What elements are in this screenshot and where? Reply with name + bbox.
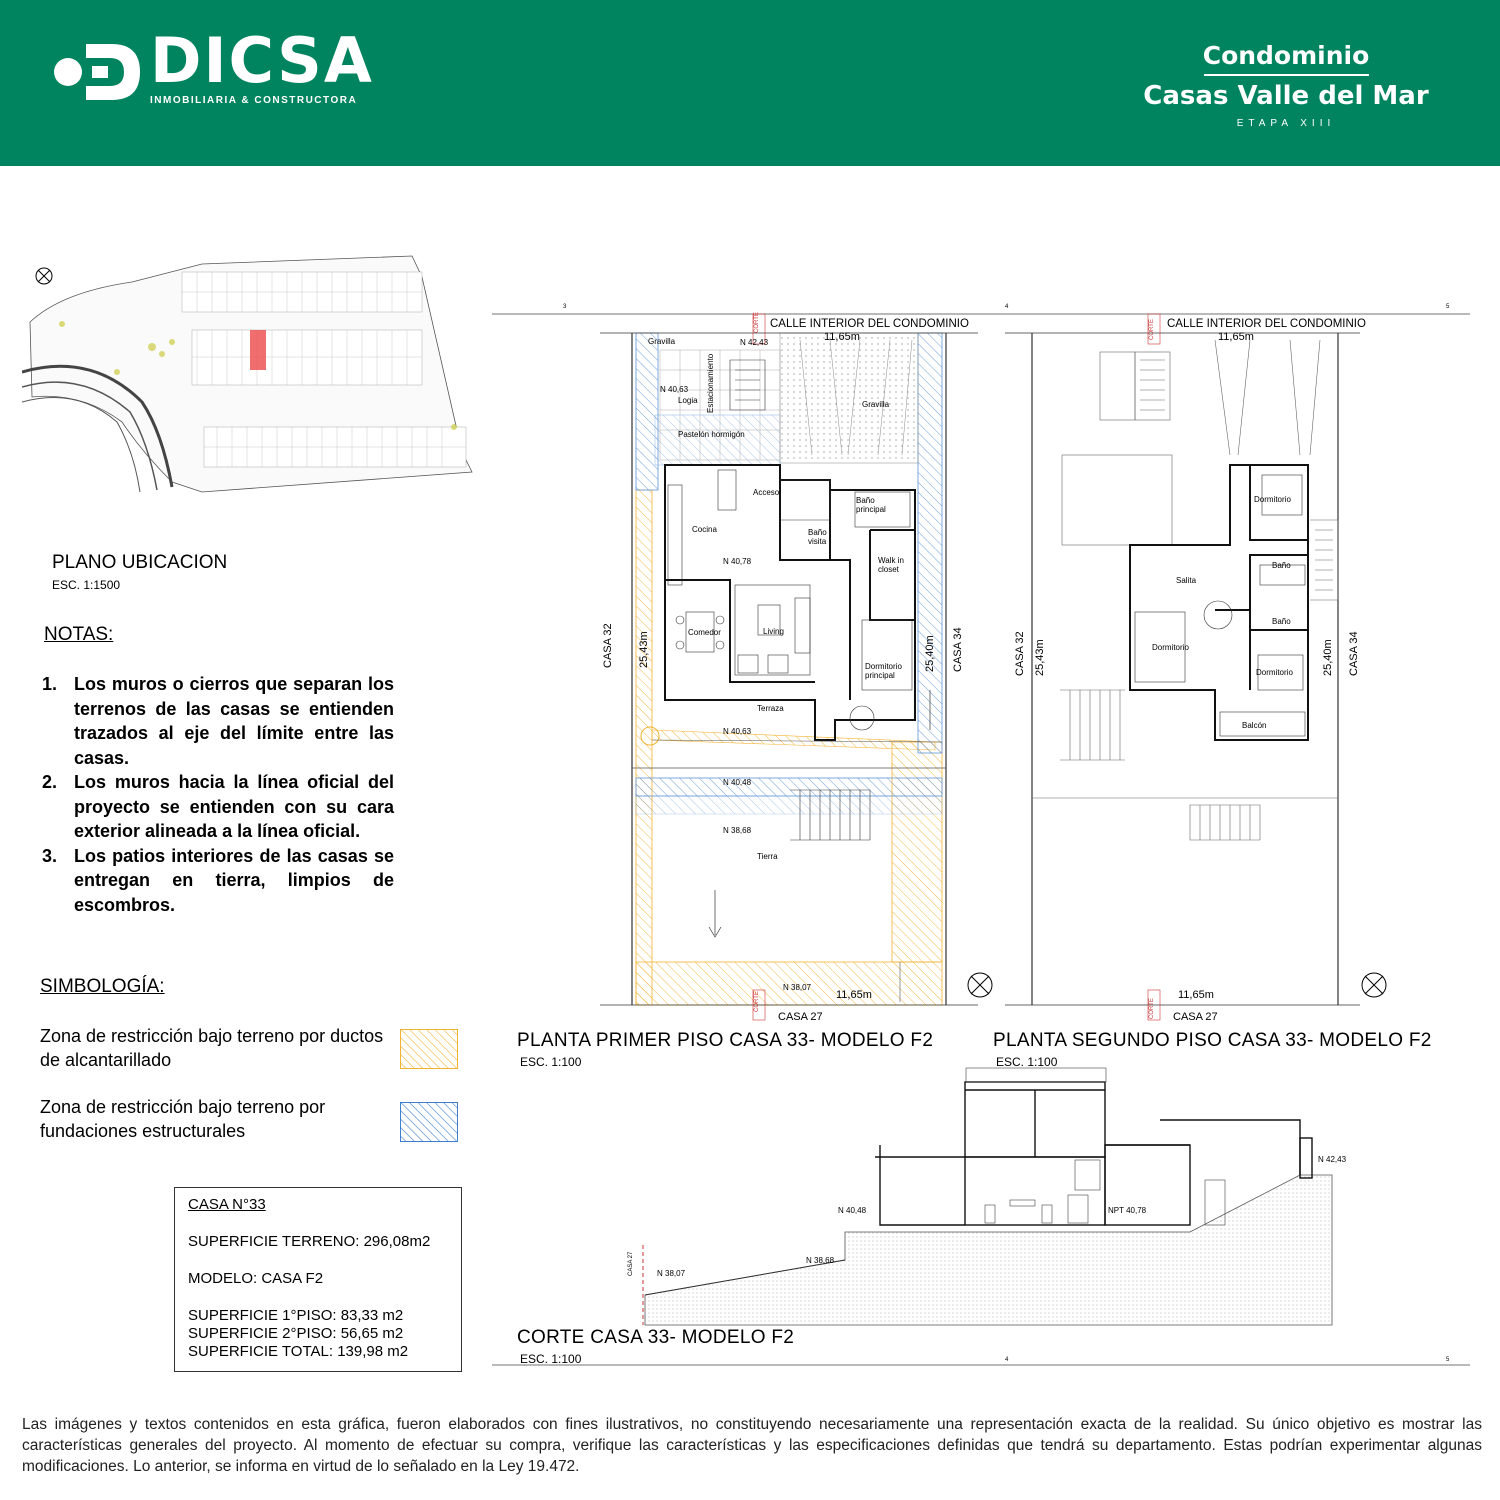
left-depth: 25,43m	[638, 631, 650, 668]
superficie-terreno: SUPERFICIE TERRENO: 296,08m2	[188, 1233, 431, 1250]
street-label: CALLE INTERIOR DEL CONDOMINIO	[770, 318, 969, 330]
room-label: Gravilla	[648, 337, 676, 346]
level-label: N 38,68	[723, 826, 752, 835]
right-neighbor: CASA 34	[1348, 631, 1360, 676]
section-neighbor: CASA 27	[628, 1251, 634, 1276]
right-depth: 25,40m	[1322, 639, 1334, 676]
room-label: Terraza	[757, 704, 784, 713]
superficie-total: SUPERFICIE TOTAL: 139,98 m2	[188, 1343, 409, 1360]
axis-tick-label: 4	[1005, 304, 1009, 310]
plan2-title: PLANTA SEGUNDO PISO CASA 33- MODELO F2	[993, 1030, 1432, 1051]
title-line-3: ETAPA XIII	[1236, 118, 1336, 129]
note-item: 3. Los patios interiores de las casas se entregan en tierra, limpios de escombros.	[42, 845, 394, 915]
width-top: 11,65m	[1218, 331, 1254, 343]
street-label: CALLE INTERIOR DEL CONDOMINIO	[1167, 318, 1366, 330]
room-label: Balcón	[1242, 721, 1267, 730]
legend-sewer-text: Zona de restricción bajo terreno por ductos de alcantarillado	[40, 1026, 384, 1070]
level-label: N 40,48	[838, 1206, 867, 1215]
room-label: Acceso	[753, 488, 780, 497]
room-label: Estacionamiento	[706, 353, 715, 413]
axis-tick-label: 4	[1005, 1357, 1009, 1363]
room-label: Dormitorio	[1256, 668, 1293, 677]
level-label: N 38,68	[806, 1256, 835, 1265]
plan1-title: PLANTA PRIMER PISO CASA 33- MODELO F2	[517, 1030, 934, 1051]
level-label: N 40,63	[723, 727, 752, 736]
left-depth: 25,43m	[1034, 639, 1046, 676]
axis-tick-label: 3	[563, 304, 567, 310]
room-label: Dormitorio principal	[865, 662, 902, 680]
room-label: Salita	[1176, 576, 1197, 585]
logo-subtitle: INMOBILIARIA & CONSTRUCTORA	[150, 95, 358, 106]
corte-marker: CORTE	[754, 991, 760, 1012]
room-label: Pastelón hormigón	[678, 430, 745, 439]
title-line-1: Condominio	[1202, 41, 1370, 70]
corte-marker: CORTE	[1149, 998, 1155, 1019]
level-label: N 38,07	[657, 1269, 686, 1278]
room-label: Gravilla	[862, 400, 890, 409]
title-line-2: Casas Valle del Mar	[1143, 81, 1429, 111]
section-drawing	[643, 1068, 1332, 1325]
room-label: Baño	[1272, 561, 1291, 570]
note-item: 1. Los muros o cierros que separan los terrenos de las casas se entienden trazados al eje del límite entre las casas.	[42, 674, 394, 768]
level-label: N 42,43	[1318, 1155, 1347, 1164]
width-bottom: 11,65m	[836, 989, 872, 1001]
plan1-scale: ESC. 1:100	[520, 1055, 582, 1069]
room-label: Cocina	[692, 525, 717, 534]
room-label: Logia	[678, 396, 698, 405]
level-label: N 40,78	[723, 557, 752, 566]
room-label: Living	[763, 627, 784, 636]
room-label: Dormitorio	[1152, 643, 1189, 652]
disclaimer-text: Las imágenes y textos contenidos en esta gráfica, fueron elaborados con fines ilustrativos, no constituyendo necesariamente una representación exacta de la realidad. Su único objetivo es mostrar las características generales del proyecto. Al momento de efectuar su compra, verifique las características y las especificaciones definidas que tendrá su departamento. Estas podrían experimentar algunas modificaciones. Lo anterior, se informa en virtud de lo señalado en la Ley 19.472.	[22, 1416, 1482, 1475]
location-title: PLANO UBICACION	[52, 552, 228, 573]
right-neighbor: CASA 34	[952, 627, 964, 672]
room-label: Baño	[1272, 617, 1291, 626]
legend-title: SIMBOLOGÍA:	[40, 976, 165, 997]
superficie-piso-2: SUPERFICIE 2°PISO: 56,65 m2	[188, 1325, 404, 1342]
note-item: 2. Los muros hacia la línea oficial del proyecto se entienden con su cara exterior alineada a la línea oficial.	[42, 772, 394, 841]
section-scale: ESC. 1:100	[520, 1352, 582, 1366]
room-label: Dormitorio	[1254, 495, 1291, 504]
room-label: Baño principal	[856, 496, 886, 514]
room-label: Tierra	[757, 852, 778, 861]
width-top: 11,65m	[824, 331, 860, 343]
level-label: NPT 40,78	[1108, 1206, 1147, 1215]
superficie-piso-1: SUPERFICIE 1°PISO: 83,33 m2	[188, 1307, 404, 1324]
room-label: Walk in closet	[878, 556, 904, 574]
notes-title: NOTAS:	[44, 624, 114, 645]
left-neighbor: CASA 32	[602, 623, 614, 668]
width-bottom: 11,65m	[1178, 989, 1214, 1001]
location-scale: ESC. 1:1500	[52, 578, 121, 592]
axis-tick-label: 5	[1446, 304, 1450, 310]
section-title: CORTE CASA 33- MODELO F2	[517, 1327, 795, 1348]
corte-marker: CORTE	[1149, 319, 1155, 340]
level-label: N 40,48	[723, 778, 752, 787]
left-neighbor: CASA 32	[1014, 631, 1026, 676]
level-label: N 40,63	[660, 385, 689, 394]
room-label: Comedor	[688, 628, 721, 637]
casa-number: CASA N°33	[188, 1196, 266, 1213]
right-depth: 25,40m	[924, 635, 936, 672]
level-label: N 38,07	[783, 983, 812, 992]
modelo: MODELO: CASA F2	[188, 1270, 324, 1287]
logo-wordmark: DICSA	[150, 24, 374, 97]
legend-foundation-text: Zona de restricción bajo terreno por fundaciones estructurales	[40, 1097, 326, 1141]
level-label: N 42,43	[740, 338, 769, 347]
axis-tick-label: 5	[1446, 1357, 1450, 1363]
plan2-scale: ESC. 1:100	[996, 1055, 1058, 1069]
bottom-neighbor: CASA 27	[778, 1011, 823, 1023]
bottom-neighbor: CASA 27	[1173, 1011, 1218, 1023]
room-label: Baño visita	[808, 528, 827, 546]
corte-marker: CORTE	[754, 312, 760, 333]
